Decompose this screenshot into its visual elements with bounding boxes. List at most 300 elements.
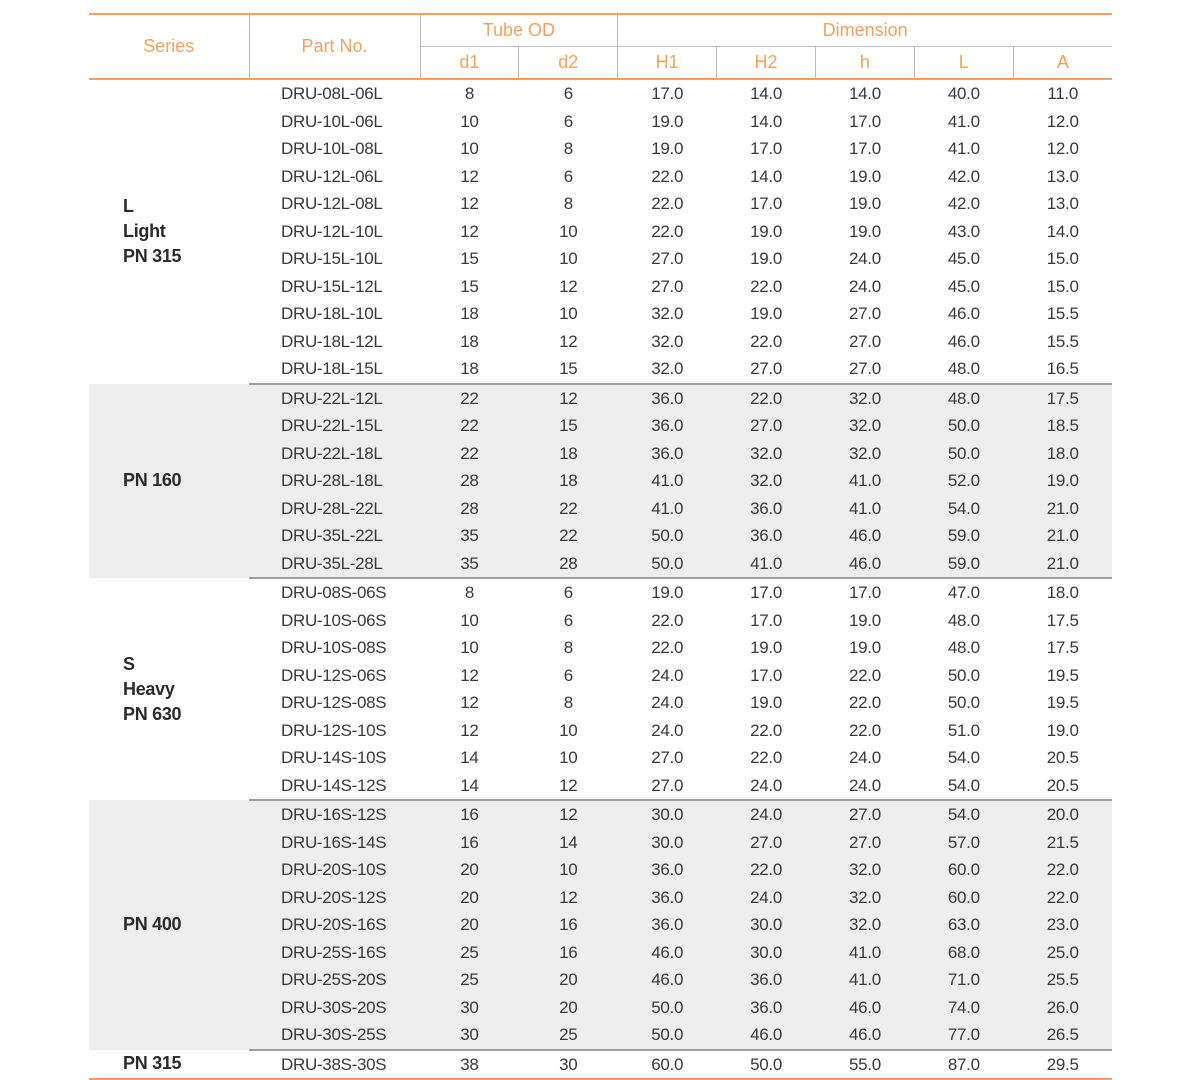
a-cell: 17.5 — [1013, 384, 1112, 413]
table-row — [89, 607, 1200, 635]
l-cell: 45.0 — [947, 276, 980, 296]
a-cell: 25.0 — [1013, 939, 1112, 967]
a-cell: 19.5 — [1046, 693, 1079, 713]
d2-cell: 10 — [559, 720, 578, 740]
d1-cell: 10 — [460, 139, 479, 159]
header-h2: H2 — [717, 47, 816, 80]
h-cell: 19.0 — [848, 221, 881, 241]
table-header — [89, 14, 1200, 79]
h1-cell: 36.0 — [618, 384, 717, 413]
part-no-cell: DRU-16S-14S — [249, 829, 420, 857]
a-cell: 20.5 — [1013, 772, 1112, 801]
d2-cell: 15 — [519, 355, 618, 384]
part-no-cell: DRU-12L-06L — [281, 166, 383, 186]
part-no-cell: DRU-08L-06L — [281, 84, 383, 104]
d2-cell: 10 — [559, 304, 578, 324]
d1-cell: 14 — [420, 772, 519, 801]
d1-cell: 35 — [420, 522, 519, 550]
d2-cell: 12 — [519, 772, 618, 801]
part-no-cell: DRU-38S-30S — [249, 1050, 420, 1080]
h2-cell: 22.0 — [717, 384, 816, 413]
part-no-cell: DRU-12L-10L — [281, 221, 383, 241]
h-cell: 24.0 — [848, 748, 881, 768]
part-no-cell: DRU-12S-08S — [281, 693, 387, 713]
l-cell: 59.0 — [914, 550, 1013, 579]
d2-cell: 6 — [563, 665, 573, 685]
part-no-cell: DRU-28L-22L — [249, 495, 420, 523]
table-row — [89, 440, 1200, 468]
header-series: Series — [89, 14, 249, 79]
d2-cell: 12 — [559, 276, 578, 296]
part-no-cell: DRU-15L-12L — [281, 276, 383, 296]
h-cell: 27.0 — [816, 800, 915, 829]
h2-cell: 14.0 — [750, 166, 782, 186]
h-cell: 22.0 — [848, 665, 881, 685]
table-row — [89, 689, 1200, 717]
part-no-cell: DRU-15L-10L — [281, 249, 383, 269]
d2-cell: 12 — [559, 331, 578, 351]
d2-cell: 14 — [519, 829, 618, 857]
d2-cell: 22 — [519, 522, 618, 550]
table-row — [89, 108, 1200, 136]
h-cell: 27.0 — [816, 829, 915, 857]
h1-cell: 32.0 — [651, 304, 684, 324]
h2-cell: 27.0 — [717, 412, 816, 440]
l-cell: 59.0 — [914, 522, 1013, 550]
d2-cell: 8 — [563, 638, 573, 658]
d2-cell: 6 — [563, 610, 573, 630]
a-cell: 22.0 — [1013, 856, 1112, 884]
h-cell: 41.0 — [816, 495, 915, 523]
part-no-cell: DRU-14S-10S — [281, 748, 387, 768]
series-label — [89, 1050, 249, 1080]
part-no-cell: DRU-18L-15L — [249, 355, 420, 384]
h-cell: 41.0 — [816, 966, 915, 994]
table-row — [89, 856, 1200, 884]
a-cell: 17.5 — [1046, 638, 1079, 658]
h1-cell: 19.0 — [651, 139, 684, 159]
table-row — [89, 772, 1200, 801]
h1-cell: 36.0 — [618, 856, 717, 884]
h1-cell: 30.0 — [618, 800, 717, 829]
d1-cell: 15 — [460, 276, 479, 296]
a-cell: 13.0 — [1046, 166, 1079, 186]
h-cell: 27.0 — [816, 355, 915, 384]
l-cell: 63.0 — [914, 911, 1013, 939]
h2-cell: 32.0 — [717, 440, 816, 468]
d2-cell: 8 — [563, 139, 573, 159]
d2-cell: 20 — [519, 994, 618, 1022]
h2-cell: 41.0 — [717, 550, 816, 579]
h-cell: 55.0 — [816, 1050, 915, 1080]
d1-cell: 12 — [460, 693, 479, 713]
d2-cell: 10 — [559, 221, 578, 241]
series-label-line: L — [123, 196, 134, 217]
h-cell: 24.0 — [816, 772, 915, 801]
series-label-line: PN 400 — [123, 914, 182, 935]
l-cell: 48.0 — [947, 638, 980, 658]
h2-cell: 19.0 — [750, 638, 782, 658]
h1-cell: 27.0 — [651, 276, 684, 296]
h1-cell: 27.0 — [651, 249, 684, 269]
h-cell: 19.0 — [848, 638, 881, 658]
part-no-cell: DRU-20S-16S — [249, 911, 420, 939]
a-cell: 12.0 — [1046, 139, 1079, 159]
d1-cell: 8 — [464, 583, 475, 603]
d2-cell: 8 — [563, 693, 573, 713]
header-tube-od: Tube OD — [420, 14, 618, 47]
part-no-cell: DRU-22L-12L — [249, 384, 420, 413]
h1-cell: 41.0 — [618, 467, 717, 495]
table-row — [89, 1021, 1200, 1050]
d2-cell: 18 — [519, 440, 618, 468]
h1-cell: 22.0 — [651, 610, 684, 630]
header-part-no: Part No. — [249, 14, 420, 79]
table-row — [89, 467, 1200, 495]
header-d2: d2 — [519, 47, 618, 80]
h-cell: 27.0 — [848, 331, 881, 351]
table-row — [89, 79, 1200, 108]
d1-cell: 28 — [420, 495, 519, 523]
spec-table-container — [89, 13, 1111, 1080]
h1-cell: 36.0 — [618, 440, 717, 468]
l-cell: 54.0 — [914, 772, 1013, 801]
d1-cell: 8 — [464, 84, 475, 104]
l-cell: 48.0 — [914, 355, 1013, 384]
h-cell: 17.0 — [848, 583, 881, 603]
table-row — [89, 911, 1200, 939]
a-cell: 21.0 — [1013, 550, 1112, 579]
part-no-cell: DRU-30S-25S — [249, 1021, 420, 1050]
h1-cell: 24.0 — [651, 693, 684, 713]
a-cell: 21.5 — [1013, 829, 1112, 857]
d1-cell: 10 — [460, 610, 479, 630]
d1-cell: 18 — [460, 304, 479, 324]
series-group — [89, 79, 1200, 384]
h2-cell: 17.0 — [750, 665, 782, 685]
l-cell: 50.0 — [914, 440, 1013, 468]
part-no-cell: DRU-10L-06L — [281, 111, 383, 131]
table-row — [89, 662, 1200, 690]
d1-cell: 22 — [420, 412, 519, 440]
h2-cell: 24.0 — [717, 800, 816, 829]
h2-cell: 24.0 — [717, 772, 816, 801]
part-no-cell: DRU-28L-18L — [249, 467, 420, 495]
a-cell: 22.0 — [1013, 884, 1112, 912]
d1-cell: 16 — [420, 829, 519, 857]
d1-cell: 18 — [420, 355, 519, 384]
table-row — [89, 218, 1200, 246]
a-cell: 12.0 — [1046, 111, 1079, 131]
d1-cell: 22 — [420, 440, 519, 468]
header-a: A — [1013, 47, 1112, 80]
series-group — [89, 800, 1200, 1050]
series-label-line: Heavy — [123, 678, 175, 699]
h2-cell: 17.0 — [750, 610, 782, 630]
a-cell: 19.0 — [1046, 720, 1079, 740]
h1-cell: 22.0 — [651, 166, 684, 186]
h1-cell: 17.0 — [651, 84, 684, 104]
table-row — [89, 966, 1200, 994]
d1-cell: 10 — [460, 111, 479, 131]
table-row — [89, 717, 1200, 745]
a-cell: 15.0 — [1046, 276, 1079, 296]
table-row — [89, 273, 1200, 301]
l-cell: 47.0 — [947, 583, 980, 603]
header-l: L — [914, 47, 1013, 80]
h-cell: 24.0 — [848, 249, 881, 269]
h2-cell: 24.0 — [717, 884, 816, 912]
d1-cell: 12 — [460, 166, 479, 186]
h2-cell: 27.0 — [717, 829, 816, 857]
h2-cell: 36.0 — [717, 495, 816, 523]
h-cell: 19.0 — [848, 194, 881, 214]
h1-cell: 46.0 — [618, 966, 717, 994]
series-label-line: PN 630 — [123, 703, 182, 724]
h2-cell: 50.0 — [717, 1050, 816, 1080]
d1-cell: 14 — [460, 748, 479, 768]
table-row — [89, 522, 1200, 550]
table-row — [89, 550, 1200, 579]
h1-cell: 22.0 — [651, 638, 684, 658]
part-no-cell: DRU-14S-12S — [249, 772, 420, 801]
a-cell: 20.5 — [1046, 748, 1079, 768]
a-cell: 26.0 — [1013, 994, 1112, 1022]
h1-cell: 22.0 — [651, 194, 684, 214]
series-label — [89, 79, 249, 384]
d1-cell: 30 — [420, 994, 519, 1022]
part-no-cell: DRU-25S-20S — [249, 966, 420, 994]
l-cell: 43.0 — [947, 221, 980, 241]
h2-cell: 30.0 — [717, 911, 816, 939]
part-no-cell: DRU-35L-22L — [249, 522, 420, 550]
h2-cell: 19.0 — [750, 693, 782, 713]
h1-cell: 50.0 — [618, 994, 717, 1022]
header-d1: d1 — [420, 47, 519, 80]
h-cell: 32.0 — [816, 911, 915, 939]
h-cell: 32.0 — [816, 440, 915, 468]
table-row — [89, 412, 1200, 440]
d1-cell: 12 — [460, 665, 479, 685]
table-row — [89, 300, 1200, 328]
part-no-cell: DRU-16S-12S — [249, 800, 420, 829]
d2-cell: 18 — [519, 467, 618, 495]
a-cell: 15.5 — [1046, 331, 1079, 351]
a-cell: 25.5 — [1013, 966, 1112, 994]
d2-cell: 6 — [563, 111, 573, 131]
h2-cell: 36.0 — [717, 966, 816, 994]
series-label — [89, 578, 249, 800]
a-cell: 18.0 — [1046, 583, 1079, 603]
l-cell: 50.0 — [947, 665, 980, 685]
h2-cell: 36.0 — [717, 522, 816, 550]
d2-cell: 12 — [519, 884, 618, 912]
d2-cell: 10 — [559, 249, 578, 269]
d2-cell: 10 — [519, 856, 618, 884]
a-cell: 29.5 — [1013, 1050, 1112, 1080]
d1-cell: 38 — [420, 1050, 519, 1080]
a-cell: 26.5 — [1013, 1021, 1112, 1050]
h-cell: 41.0 — [816, 939, 915, 967]
series-label — [89, 384, 249, 579]
table-row — [89, 245, 1200, 273]
d1-cell: 20 — [420, 884, 519, 912]
a-cell: 17.5 — [1046, 610, 1079, 630]
h2-cell: 19.0 — [750, 304, 782, 324]
d2-cell: 6 — [563, 583, 573, 603]
h1-cell: 32.0 — [651, 331, 684, 351]
h1-cell: 19.0 — [651, 583, 684, 603]
l-cell: 54.0 — [914, 800, 1013, 829]
part-no-cell: DRU-18L-10L — [281, 304, 383, 324]
table-row — [89, 495, 1200, 523]
a-cell: 19.0 — [1013, 467, 1112, 495]
header-h: h — [816, 47, 915, 80]
h2-cell: 22.0 — [750, 720, 782, 740]
h-cell: 17.0 — [848, 139, 881, 159]
h2-cell: 19.0 — [750, 249, 782, 269]
table-row — [89, 190, 1200, 218]
part-no-cell: DRU-22L-15L — [249, 412, 420, 440]
l-cell: 68.0 — [914, 939, 1013, 967]
h2-cell: 17.0 — [750, 194, 782, 214]
d1-cell: 25 — [420, 966, 519, 994]
d1-cell: 12 — [460, 720, 479, 740]
l-cell: 48.0 — [914, 384, 1013, 413]
h1-cell: 46.0 — [618, 939, 717, 967]
l-cell: 52.0 — [914, 467, 1013, 495]
series-group — [89, 384, 1200, 579]
h-cell: 32.0 — [816, 384, 915, 413]
l-cell: 60.0 — [914, 884, 1013, 912]
d1-cell: 15 — [460, 249, 479, 269]
h1-cell: 36.0 — [618, 884, 717, 912]
series-label-line: PN 160 — [123, 470, 182, 491]
d1-cell: 22 — [420, 384, 519, 413]
l-cell: 60.0 — [914, 856, 1013, 884]
table-row — [89, 328, 1200, 356]
part-no-cell: DRU-18L-12L — [281, 331, 383, 351]
a-cell: 15.5 — [1046, 304, 1079, 324]
a-cell: 18.0 — [1013, 440, 1112, 468]
d1-cell: 10 — [460, 638, 479, 658]
part-no-cell: DRU-08S-06S — [281, 583, 387, 603]
d1-cell: 28 — [420, 467, 519, 495]
h2-cell: 22.0 — [750, 748, 782, 768]
l-cell: 46.0 — [947, 304, 980, 324]
part-no-cell: DRU-20S-12S — [249, 884, 420, 912]
l-cell: 41.0 — [947, 111, 980, 131]
d2-cell: 12 — [519, 800, 618, 829]
l-cell: 57.0 — [914, 829, 1013, 857]
d1-cell: 12 — [460, 221, 479, 241]
l-cell: 87.0 — [914, 1050, 1013, 1080]
l-cell: 45.0 — [947, 249, 980, 269]
table-row — [89, 135, 1200, 163]
h2-cell: 17.0 — [750, 139, 782, 159]
d2-cell: 8 — [563, 194, 573, 214]
d2-cell: 20 — [519, 966, 618, 994]
table-row — [89, 884, 1200, 912]
h2-cell: 22.0 — [750, 276, 782, 296]
d1-cell: 20 — [420, 856, 519, 884]
part-no-cell: DRU-12L-08L — [281, 194, 383, 214]
table-row — [89, 744, 1200, 772]
a-cell: 15.0 — [1046, 249, 1079, 269]
h1-cell: 19.0 — [651, 111, 684, 131]
a-cell: 19.5 — [1046, 665, 1079, 685]
d1-cell: 16 — [420, 800, 519, 829]
d2-cell: 22 — [519, 495, 618, 523]
d2-cell: 28 — [519, 550, 618, 579]
table-row — [89, 355, 1200, 384]
h2-cell: 19.0 — [750, 221, 782, 241]
d1-cell: 12 — [460, 194, 479, 214]
l-cell: 50.0 — [914, 412, 1013, 440]
h2-cell: 14.0 — [750, 84, 782, 104]
series-label — [89, 800, 249, 1050]
a-cell: 20.0 — [1013, 800, 1112, 829]
l-cell: 74.0 — [914, 994, 1013, 1022]
series-group — [89, 1050, 1200, 1080]
l-cell: 48.0 — [947, 610, 980, 630]
d2-cell: 15 — [519, 412, 618, 440]
h-cell: 46.0 — [816, 550, 915, 579]
series-label-line: Light — [123, 221, 166, 242]
part-no-cell: DRU-10S-08S — [281, 638, 387, 658]
d1-cell: 18 — [460, 331, 479, 351]
h-cell: 32.0 — [816, 884, 915, 912]
l-cell: 50.0 — [947, 693, 980, 713]
h-cell: 17.0 — [848, 111, 881, 131]
table-row — [89, 994, 1200, 1022]
part-no-cell: DRU-12S-06S — [281, 665, 387, 685]
a-cell: 23.0 — [1013, 911, 1112, 939]
h1-cell: 36.0 — [618, 911, 717, 939]
a-cell: 13.0 — [1046, 194, 1079, 214]
table-row — [89, 939, 1200, 967]
h2-cell: 46.0 — [717, 1021, 816, 1050]
part-no-cell: DRU-10L-08L — [281, 139, 383, 159]
part-no-cell: DRU-22L-18L — [249, 440, 420, 468]
l-cell: 77.0 — [914, 1021, 1013, 1050]
series-label-line: PN 315 — [123, 246, 182, 267]
table-row — [89, 634, 1200, 662]
h-cell: 46.0 — [816, 1021, 915, 1050]
h-cell: 19.0 — [848, 166, 881, 186]
series-label-line: S — [123, 653, 135, 674]
h2-cell: 32.0 — [717, 467, 816, 495]
d2-cell: 10 — [559, 748, 578, 768]
h-cell: 27.0 — [848, 304, 881, 324]
d1-cell: 30 — [420, 1021, 519, 1050]
h2-cell: 27.0 — [717, 355, 816, 384]
h-cell: 24.0 — [848, 276, 881, 296]
part-no-cell: DRU-12S-10S — [281, 720, 387, 740]
l-cell: 42.0 — [947, 166, 980, 186]
h-cell: 46.0 — [816, 994, 915, 1022]
h-cell: 14.0 — [848, 84, 881, 104]
part-no-cell: DRU-25S-16S — [249, 939, 420, 967]
d2-cell: 16 — [519, 911, 618, 939]
l-cell: 46.0 — [947, 331, 980, 351]
h1-cell: 50.0 — [618, 550, 717, 579]
series-label-line: PN 315 — [123, 1053, 182, 1074]
h-cell: 46.0 — [816, 522, 915, 550]
part-no-cell: DRU-10S-06S — [281, 610, 387, 630]
h1-cell: 50.0 — [618, 522, 717, 550]
h1-cell: 24.0 — [651, 720, 684, 740]
